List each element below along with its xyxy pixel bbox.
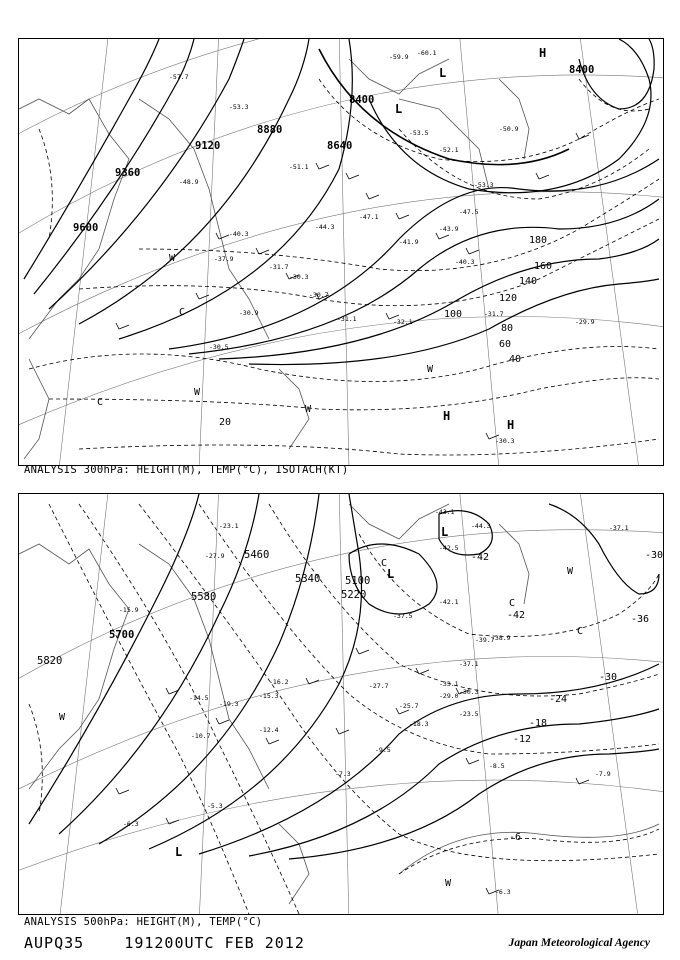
product-code: AUPQ35 <box>24 934 85 952</box>
obs-temp: -42.5 <box>439 544 459 552</box>
height-label: 8400 <box>569 64 595 76</box>
isotach-label: 120 <box>499 293 518 304</box>
map-300hpa-svg <box>19 39 663 465</box>
warm-center: W <box>169 253 176 264</box>
obs-temp: -30.9 <box>239 309 259 317</box>
obs-temp: -48.9 <box>179 178 199 186</box>
height-label: 9120 <box>195 140 221 152</box>
obs-temp: -38.9 <box>491 634 511 642</box>
obs-temp: -15.3 <box>259 692 279 700</box>
height-label: 9360 <box>115 167 141 179</box>
low-center: L <box>395 102 403 116</box>
isotach-label: 80 <box>501 323 514 334</box>
height-label: 5460 <box>244 549 270 561</box>
obs-temp: -31.1 <box>337 315 357 323</box>
obs-temp: -33.1 <box>439 680 459 688</box>
isotach-label: 60 <box>499 339 512 350</box>
high-center: H <box>507 418 515 432</box>
cold-center: C <box>381 558 388 569</box>
obs-temp: -43.1 <box>435 508 455 516</box>
isotherm-label: -30 <box>599 672 618 683</box>
isotach-label: 100 <box>444 309 463 320</box>
obs-temp: -19.3 <box>219 700 239 708</box>
obs-temp: -43.9 <box>439 225 459 233</box>
isotach-lines <box>29 79 659 455</box>
obs-temp: -40.3 <box>455 258 475 266</box>
isotach-label: 160 <box>534 261 553 272</box>
obs-temp: -37.5 <box>393 612 413 620</box>
obs-temp: -30.3 <box>289 273 309 281</box>
height-label: 8400 <box>349 94 375 106</box>
obs-temp: -42.1 <box>439 598 459 606</box>
cold-center: C <box>179 307 186 318</box>
isotach-label: 20 <box>219 417 232 428</box>
graticule <box>19 39 663 465</box>
obs-temp: -7.3 <box>335 770 351 778</box>
coastlines <box>19 59 529 459</box>
obs-temp: -30.3 <box>495 437 515 445</box>
map-500hpa-panel <box>18 493 664 915</box>
obs-temp: -29.0 <box>439 692 459 700</box>
low-center: L <box>441 525 449 539</box>
warm-center: W <box>445 878 452 889</box>
obs-temp: -32.1 <box>393 318 413 326</box>
obs-temp: -41.9 <box>399 238 419 246</box>
obs-temp: -25.7 <box>399 702 419 710</box>
obs-temp: -37.1 <box>459 660 479 668</box>
obs-temp: -27.7 <box>369 682 389 690</box>
cold-center: C <box>97 397 104 408</box>
warm-center: W <box>59 712 66 723</box>
obs-temp: -30.3 <box>459 688 479 696</box>
isotherm-label: -30 <box>645 550 663 561</box>
obs-temp: -47.5 <box>459 208 479 216</box>
height-label: 5220 <box>341 589 367 601</box>
agency-name: Japan Meteorological Agency <box>508 937 650 949</box>
map-300hpa-panel <box>18 38 664 466</box>
isotherm-label: -42 <box>507 610 526 621</box>
height-label: 5700 <box>109 629 135 641</box>
high-center: H <box>539 46 547 60</box>
obs-temp: -60.1 <box>417 49 437 57</box>
obs-temp: -51.1 <box>289 163 309 171</box>
obs-temp: -12.4 <box>259 726 279 734</box>
obs-temp: -57.7 <box>169 73 189 81</box>
obs-temp: -52.1 <box>439 146 459 154</box>
height-label: 5100 <box>345 575 371 587</box>
isotherm-label: -18 <box>529 718 548 729</box>
cold-center: C <box>509 598 516 609</box>
warm-center: W <box>567 566 574 577</box>
obs-temp: -37.9 <box>214 255 234 263</box>
obs-temp: -59.9 <box>389 53 409 61</box>
wind-barbs <box>116 648 589 894</box>
height-label: 8880 <box>257 124 283 136</box>
top-panel-caption: ANALYSIS 300hPa: HEIGHT(M), TEMP(°C), ISOTACH(KT) <box>24 464 349 476</box>
obs-temp: -47.1 <box>359 213 379 221</box>
obs-temp: -40.3 <box>229 230 249 238</box>
isotherm-label: -42 <box>471 552 490 563</box>
obs-temp: -16.2 <box>269 678 289 686</box>
obs-temp: -14.5 <box>189 694 209 702</box>
obs-temp: -6.3 <box>123 820 139 828</box>
obs-temp: -53.3 <box>229 103 249 111</box>
isotach-label: 140 <box>519 276 538 287</box>
height-contours <box>29 494 659 859</box>
isotherm-label: -36 <box>631 614 650 625</box>
low-center: L <box>387 567 395 581</box>
obs-temp: -9.5 <box>375 746 391 754</box>
map-500hpa-svg <box>19 494 663 914</box>
isotherm-label: -12 <box>513 734 532 745</box>
obs-temp: -29.9 <box>575 318 595 326</box>
height-label: 5820 <box>37 655 63 667</box>
obs-temp: -27.9 <box>205 552 225 560</box>
obs-temp: -31.7 <box>269 263 289 271</box>
obs-temp: -31.7 <box>484 310 504 318</box>
obs-temp: -30.5 <box>209 343 229 351</box>
obs-temp: -18.3 <box>409 720 429 728</box>
product-header <box>24 934 305 952</box>
obs-temp: -39.7 <box>475 636 495 644</box>
obs-temp: -50.9 <box>499 125 519 133</box>
obs-temp: -53.5 <box>409 129 429 137</box>
isotherm-label: -6 <box>509 832 522 843</box>
obs-temp: -8.5 <box>489 762 505 770</box>
warm-center: W <box>194 387 201 398</box>
obs-temp: -15.9 <box>119 606 139 614</box>
obs-temp: -30.7 <box>309 291 329 299</box>
cold-center: C <box>577 626 584 637</box>
obs-temp: -23.1 <box>219 522 239 530</box>
obs-temp: -6.3 <box>495 888 511 896</box>
warm-center: W <box>305 404 312 415</box>
obs-temp: -7.9 <box>595 770 611 778</box>
obs-temp: -10.7 <box>191 732 211 740</box>
obs-temp: -53.3 <box>474 181 494 189</box>
low-center: L <box>439 66 447 80</box>
height-label: 5580 <box>191 591 217 603</box>
isotherm-label: -24 <box>549 694 568 705</box>
low-center: L <box>175 845 183 859</box>
high-center: H <box>443 409 451 423</box>
obs-temp: -23.5 <box>459 710 479 718</box>
obs-temp: -5.3 <box>207 802 223 810</box>
height-label: 9600 <box>73 222 99 234</box>
height-label: 8640 <box>327 140 353 152</box>
obs-temp: -44.3 <box>315 223 335 231</box>
obs-temp: -37.1 <box>609 524 629 532</box>
bottom-panel-caption: ANALYSIS 500hPa: HEIGHT(M), TEMP(°C) <box>24 916 263 928</box>
isotach-label: 40 <box>509 354 522 365</box>
valid-time: 191200UTC FEB 2012 <box>124 934 305 952</box>
obs-temp: -44.3 <box>471 522 491 530</box>
warm-center: W <box>427 364 434 375</box>
height-label: 5340 <box>295 573 321 585</box>
isotach-label: 180 <box>529 235 548 246</box>
